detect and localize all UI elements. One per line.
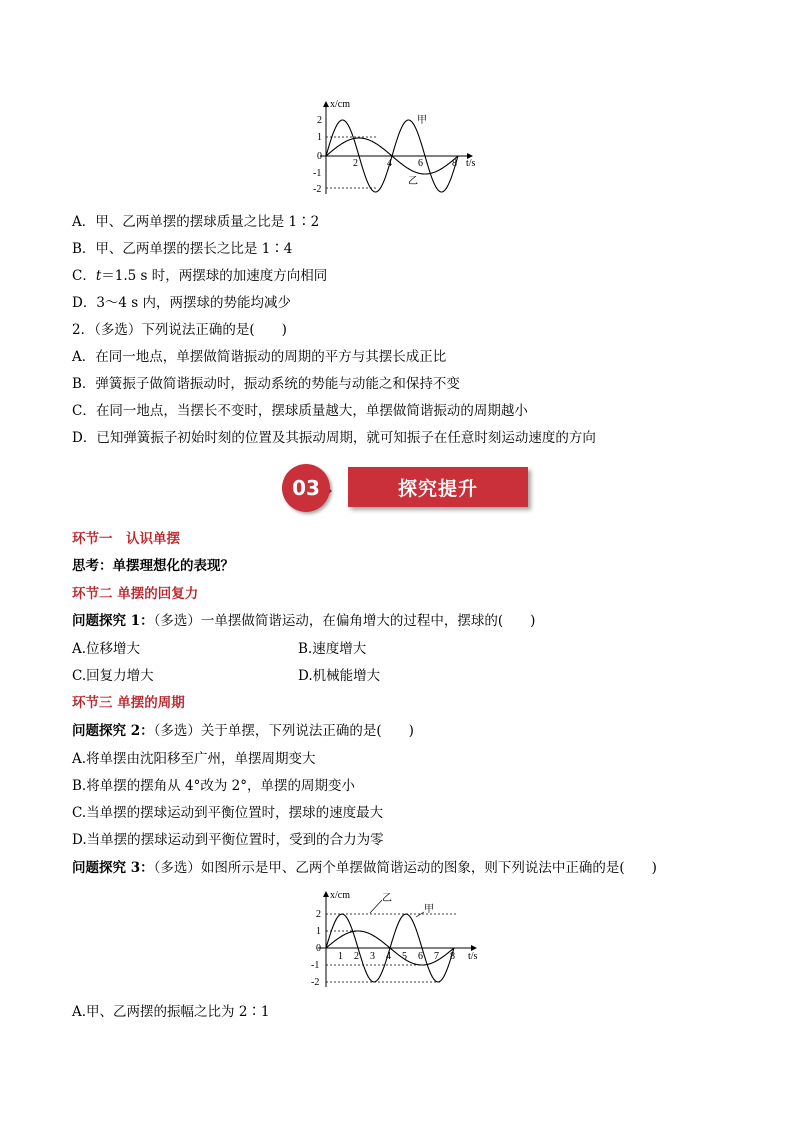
inquiry-1-label: 问题探究 1： <box>72 613 154 629</box>
x-tick: 1 <box>338 951 343 962</box>
q1-option-d: D．3～4 s 内，两摆球的势能均减少 <box>72 295 292 311</box>
q1-option-c-prefix: C． <box>72 268 96 284</box>
inquiry-1-option-c: C.回复力增大 <box>72 668 154 684</box>
inquiry-2-label: 问题探究 2： <box>72 723 154 739</box>
y-tick: -1 <box>313 168 322 179</box>
y-tick: 0 <box>316 943 321 954</box>
y-tick: 2 <box>316 909 321 920</box>
think-question: 思考：单摆理想化的表现？ <box>72 558 234 574</box>
y-tick: 1 <box>317 132 322 143</box>
label-leader <box>370 900 382 913</box>
q1-option-c-text: ＝1.5 s 时，两摆球的加速度方向相同 <box>101 268 328 284</box>
inquiry-1-option-b: B.速度增大 <box>298 641 367 657</box>
q2-option-c: C．在同一地点，当摆长不变时，摆球质量越大，单摆做简谐振动的周期越小 <box>72 403 528 419</box>
q1-option-b: B．甲、乙两单摆的摆长之比是 1∶4 <box>72 241 293 257</box>
inquiry-3-text: （多选）如图所示是甲、乙两个单摆做简谐运动的图象，则下列说法中正确的是( ) <box>153 860 657 876</box>
inquiry-1-option-a: A.位移增大 <box>72 641 141 657</box>
x-tick: 4 <box>386 951 391 962</box>
inquiry-2-option-b: B.将单摆的摆角从 4°改为 2°，单摆的周期变小 <box>72 778 355 794</box>
x-tick: 7 <box>434 951 439 962</box>
q2-option-d: D．已知弹簧振子初始时刻的位置及其振动周期，就可知振子在任意时刻运动速度的方向 <box>72 430 596 446</box>
y-tick: 2 <box>317 115 322 126</box>
y-tick: -2 <box>311 977 320 988</box>
inquiry-3 <box>72 859 657 877</box>
inquiry-2 <box>72 722 414 740</box>
x-tick: 4 <box>387 158 392 169</box>
q2-option-b: B．弹簧振子做简谐振动时，振动系统的势能与动能之和保持不变 <box>72 376 460 392</box>
x-tick: 6 <box>418 158 423 169</box>
x-tick: 2 <box>353 158 358 169</box>
inquiry-2-text: （多选）关于单摆，下列说法正确的是( ) <box>153 723 414 739</box>
x-tick: 3 <box>370 951 375 962</box>
x-tick: 8 <box>450 951 455 962</box>
label-leader <box>416 912 424 917</box>
inquiry-1-text: （多选）一单摆做简谐运动，在偏角增大的过程中，摆球的( ) <box>153 613 536 629</box>
oscillation-graph-2 <box>298 887 498 991</box>
inquiry-3-label: 问题探究 3： <box>72 860 154 876</box>
y-axis-label: x/cm <box>330 99 350 110</box>
inquiry-3-option-a: A.甲、乙两摆的振幅之比为 2∶1 <box>72 1004 270 1020</box>
x-tick: 5 <box>402 951 407 962</box>
inquiry-2-option-d: D.当单摆的摆球运动到平衡位置时，受到的合力为零 <box>72 832 384 848</box>
q1-option-c <box>72 267 327 285</box>
oscillation-graph-1 <box>300 96 500 198</box>
q2-option-a: A．在同一地点，单摆做简谐振动的周期的平方与其摆长成正比 <box>72 349 447 365</box>
section-banner <box>282 463 532 513</box>
banner-title: 探究提升 <box>348 467 528 507</box>
label-yi: 乙 <box>408 176 418 187</box>
y-tick: 0 <box>317 151 322 162</box>
banner-number: 03 <box>282 464 330 512</box>
inquiry-1-option-d: D.机械能增大 <box>298 668 381 684</box>
section2-heading: 环节二 单摆的回复力 <box>72 586 199 602</box>
label-jia: 甲 <box>424 904 434 915</box>
x-axis-label: t/s <box>466 158 476 169</box>
inquiry-2-option-a: A.将单摆由沈阳移至广州，单摆周期变大 <box>72 751 316 767</box>
y-tick: 1 <box>316 926 321 937</box>
label-yi: 乙 <box>382 893 392 904</box>
x-tick: 8 <box>452 158 457 169</box>
section3-heading: 环节三 单摆的周期 <box>72 695 185 711</box>
section1-heading: 环节一 认识单摆 <box>72 531 180 547</box>
q2-stem: 2．（多选）下列说法正确的是( ) <box>72 322 287 338</box>
y-axis-label: x/cm <box>330 890 350 901</box>
x-axis-label: t/s <box>468 951 478 962</box>
inquiry-2-option-c: C.当单摆的摆球运动到平衡位置时，摆球的速度最大 <box>72 805 384 821</box>
x-tick: 2 <box>354 951 359 962</box>
inquiry-1 <box>72 612 535 630</box>
y-tick: -2 <box>313 184 322 195</box>
q1-option-a: A．甲、乙两单摆的摆球质量之比是 1∶2 <box>72 214 320 230</box>
label-jia: 甲 <box>417 115 427 126</box>
y-tick: -1 <box>311 960 320 971</box>
x-tick: 6 <box>418 951 423 962</box>
q1-option-c-var: t <box>95 268 102 284</box>
